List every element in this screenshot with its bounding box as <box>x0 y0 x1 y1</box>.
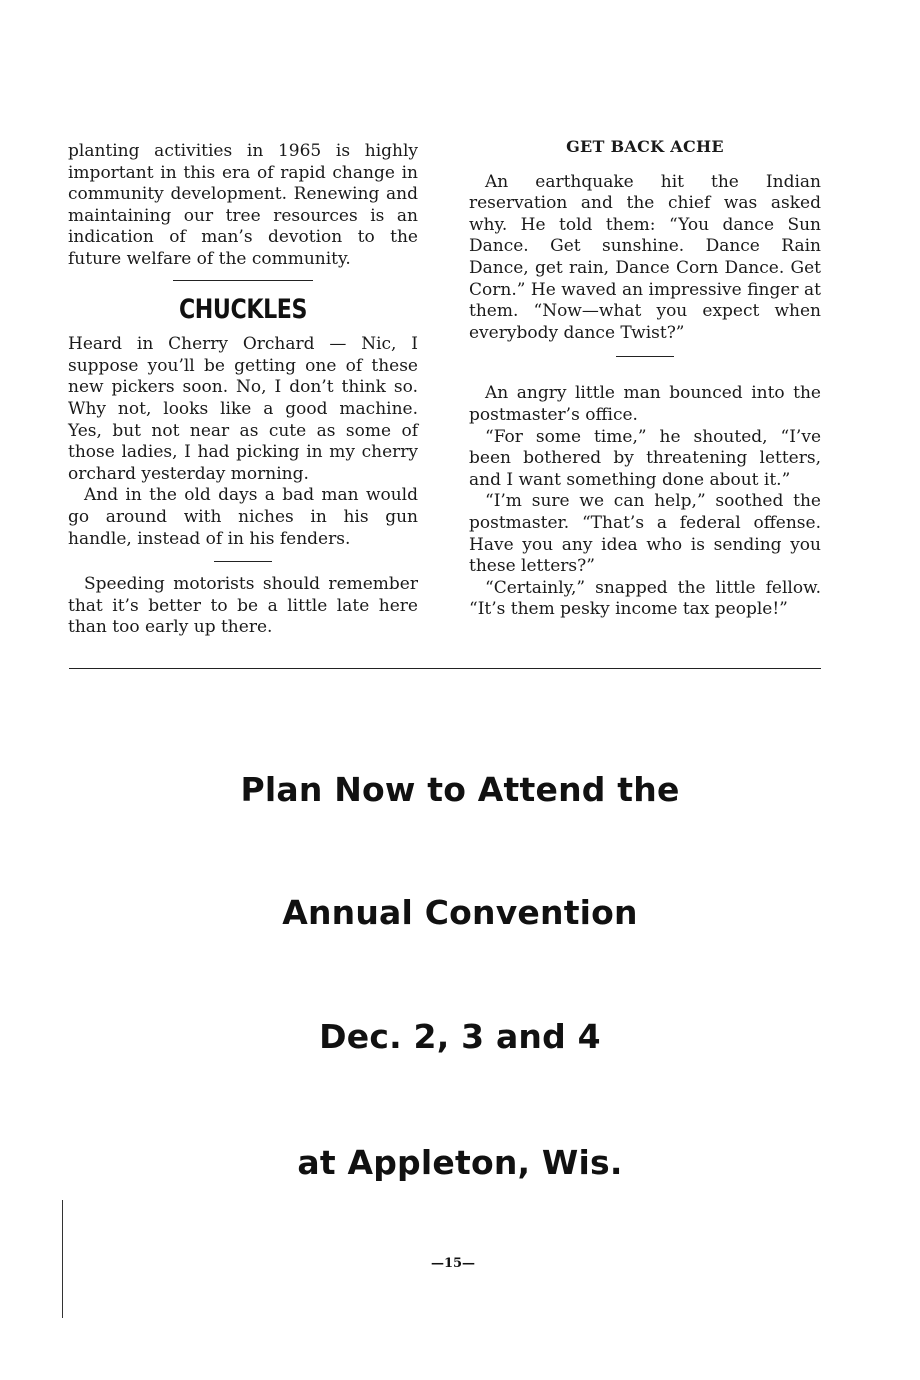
announcement-line-4: at Appleton, Wis. <box>297 1143 623 1182</box>
announcement-line-2: Annual Convention <box>282 893 638 932</box>
margin-scan-line <box>62 1200 63 1318</box>
get-back-ache-heading: GET BACK ACHE <box>566 137 724 156</box>
announcement-line-1: Plan Now to Attend the <box>240 770 680 809</box>
motorists-paragraph: Speeding motorists should remember that it’s better to be a little late here than too early up there. <box>68 574 418 638</box>
page-number: —15— <box>430 1256 476 1271</box>
help-paragraph: “I’m sure we can help,” soothed the postmaster. “That’s a federal offense. Have you any idea who is sending you these letters?” <box>469 491 821 577</box>
section-divider <box>214 561 272 562</box>
announcement-line-3: Dec. 2, 3 and 4 <box>319 1017 601 1056</box>
left-column <box>68 141 418 639</box>
chuckles-heading: CHUCKLES <box>178 293 308 325</box>
angry-man-paragraph: An angry little man bounced into the postmaster’s office. <box>469 383 821 425</box>
earthquake-paragraph: An earthquake hit the Indian reservation and the chief was asked why. He told them: “You dance Sun Dance. Get sunshine. Dance Rain Dance, get rain, Dance Corn Dance. Get Corn.” He waved an impressive finger at them. “Now—what you expect when everybody dance Twist?” <box>469 171 821 343</box>
certainly-paragraph: “Certainly,” snapped the little fellow. “It’s them pesky income tax people!” <box>469 577 821 620</box>
intro-paragraph: planting activities in 1965 is highly important in this era of rapid change in community development. Renewing and maintaining our tree resources is an indication of man’s devotion to the future welfare of the community. <box>68 141 418 269</box>
page-rule <box>69 668 821 669</box>
section-divider <box>173 280 313 281</box>
cherry-orchard-paragraph: Heard in Cherry Orchard — Nic, I suppose you’ll be getting one of these new pickers soon. No, I don’t think so. Why not, looks like a good machine. Yes, but not near as cute as some of those ladies, I had picking in my cherry orchard yesterday morning. <box>68 334 418 484</box>
section-divider <box>616 356 674 357</box>
old-days-paragraph: And in the old days a bad man would go around with niches in his gun handle, instead of in his fenders. <box>68 485 418 549</box>
right-column <box>469 136 821 621</box>
for-some-time-paragraph: “For some time,” he shouted, “I’ve been bothered by threatening letters, and I want something done about it.” <box>469 426 821 490</box>
